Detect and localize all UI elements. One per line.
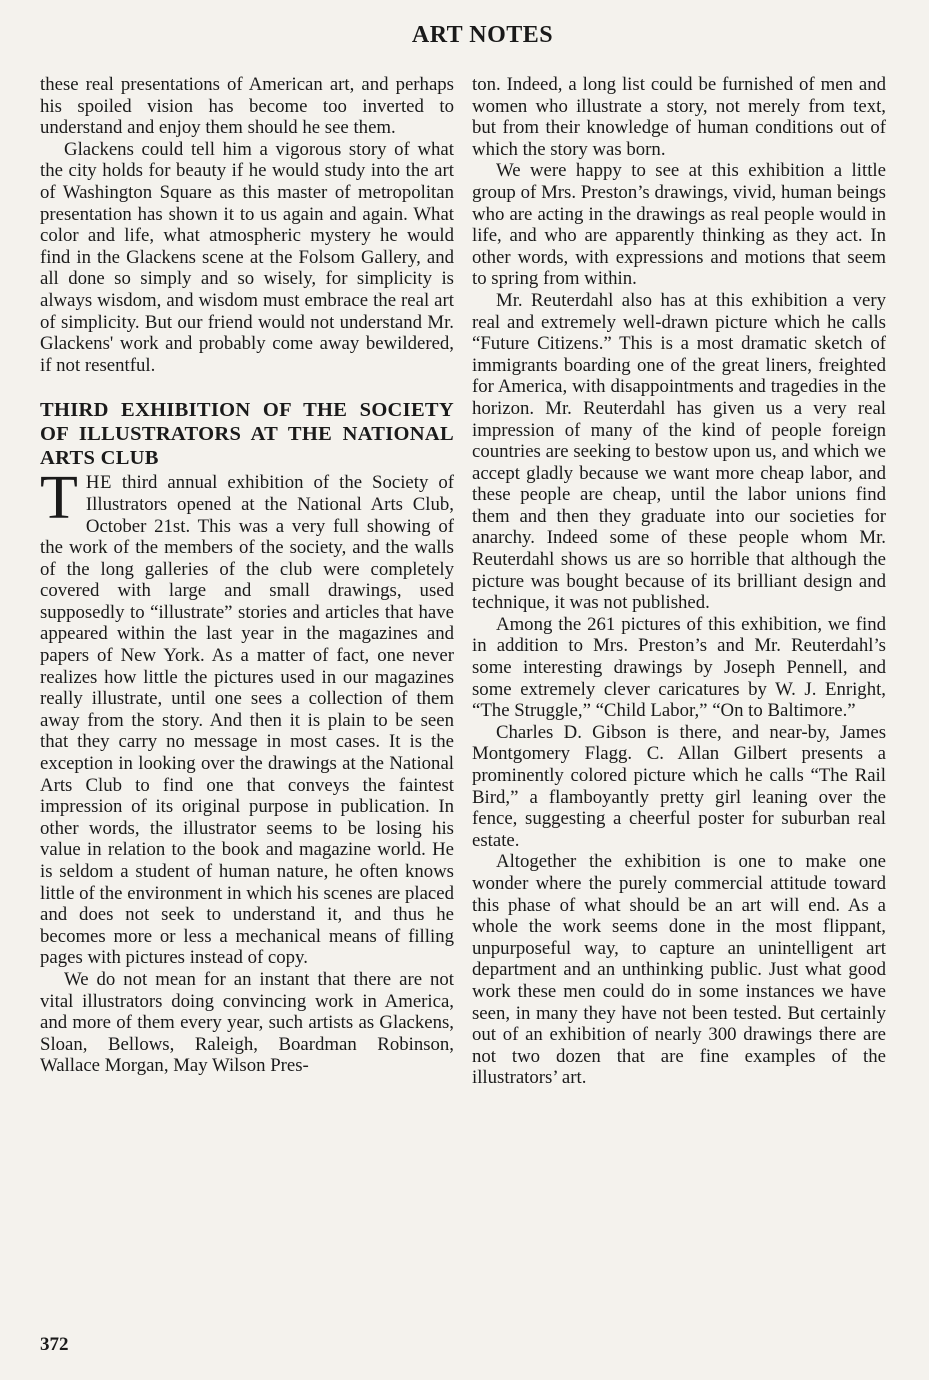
paragraph: ton. Indeed, a long list could be furnished of men and women who illustrate a story, not merely from text, but from their knowledge of human conditions out of which the story was born. (472, 74, 886, 160)
paragraph: Altogether the exhibition is one to make one wonder where the purely commercial attitude toward this phase of what should be an art will end. As a whole the work seems done in the most flippant, unpurposeful way, to capture an unintelligent art department and an unthinking public. Just what good work these men could do in some instances we have seen, in many they have not been tested. But certainly out of an exhibition of nearly 300 drawings there are not two dozen that are fine examples of the illustrators’ art. (472, 851, 886, 1089)
paragraph-with-dropcap (40, 464, 454, 969)
opening-smallcaps: HE (85, 472, 112, 494)
right-column (472, 74, 886, 1089)
paragraph: We do not mean for an instant that there are not vital illustrators doing convincing work in America, and more of them every year, such artists as Glackens, Sloan, Bellows, Raleigh, Boardman Robinson, Wallace Morgan, May Wilson Pres- (40, 968, 454, 1077)
paragraph-text: third annual exhibition of the Society of Illustrators opened at the National Arts Club, October 21st. This was a very full showing of the work of the members of the society, and the walls of the long galleries of the club were completely covered with large and small drawings, used supposedly to “illustrate” stories and articles that have appeared within the last year in the magazines and papers of New York. As a matter of fact, one never realizes how little the pictures used in our magazines really illustrate, until one sees a collection of them away from the story. And then it is plain to be seen that they carry no message in most cases. It is the exception in looking over the drawings at the National Arts Club to find one that conveys the faintest impression of its original purpose in publication. In other words, the illustrator seems to be losing his value in relation to the book and magazine world. He is seldom a student of human nature, he often knows little of the environment in which his scenes are placed and does not seek to understand it, and thus he becomes more or less a mechanical means of filling pages with pictures instead of copy. (40, 472, 454, 969)
page-number: 372 (40, 1334, 69, 1355)
running-head: ART NOTES (411, 22, 554, 48)
section-heading: THIRD EXHIBITION OF THE SOCIETY OF ILLUSTRATORS AT THE NATIONAL ARTS CLUB (40, 399, 454, 470)
paragraph: these real presentations of American art, and perhaps his spoiled vision has become too inverted to understand and enjoy them should he see them. (40, 74, 454, 139)
paragraph: Charles D. Gibson is there, and near-by, James Montgomery Flagg. C. Allan Gilbert presents a prominently colored picture which he calls “The Rail Bird,” a flamboyantly pretty girl leaning over the fence, suggesting a cheerful poster for suburban real estate. (472, 721, 886, 851)
left-column (40, 74, 454, 1077)
paragraph: Among the 261 pictures of this exhibition, we find in addition to Mrs. Preston’s and Mr. Reuterdahl’s some interesting drawings by Joseph Pennell, and some extremely clever caricatures by W. J. Enright, “The Struggle,” “Child Labor,” “On to Baltimore.” (472, 613, 886, 722)
paragraph: Mr. Reuterdahl also has at this exhibition a very real and extremely well-drawn picture which he calls “Future Citizens.” This is a most dramatic sketch of immigrants boarding one of the great liners, freighted for America, with disappointments and tragedies in the horizon. Mr. Reuterdahl has given us a very real impression of many of the kind of people foreign countries are seeking to bestow upon us, and which we accept gladly because we want more cheap labor, and these people are cheap, until the labor unions find them and then they graduate into our societies for anarchy. Indeed some of these people whom Mr. Reuterdahl shows us are so horrible that although the picture was bought because of its brilliant design and technique, it was not published. (472, 289, 886, 614)
paragraph: Glackens could tell him a vigorous story of what the city holds for beauty if he would study into the art of Washington Square as this master of metropolitan presentation has shown it to us again and again. What color and life, what atmospheric mystery he would find in the Glackens scene at the Folsom Gallery, and all done so simply and so wisely, for simplicity is always wisdom, and wisdom must embrace the real art of simplicity. But our friend would not understand Mr. Glackens' work and probably come away bewildered, if not resentful. (40, 138, 454, 376)
drop-cap: T (40, 464, 78, 533)
paragraph: We were happy to see at this exhibition a little group of Mrs. Preston’s drawings, vivid, human beings who are acting in the drawings as real people would in life, and who are apparently thinking as they act. In other words, with expressions and motions that seem to spring from within. (472, 160, 886, 290)
